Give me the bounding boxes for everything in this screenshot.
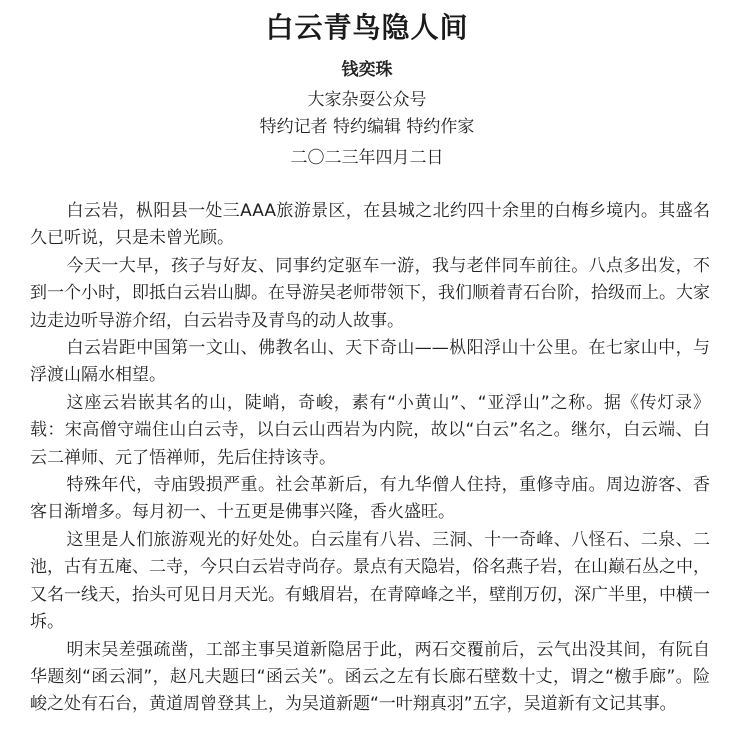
article-title: 白云青鸟隐人间 — [265, 11, 469, 44]
author-name: 钱奕珠 — [341, 60, 393, 80]
publish-date: 二〇二三年四月二日 — [290, 148, 444, 168]
paragraph: 白云岩，枞阳县一处三AAA旅游景区，在县城之北约四十余里的白梅乡境内。其盛名久已听说，只是未曾光顾。 — [30, 201, 710, 249]
paragraph: 明末吴差强疏凿，工部主事吴道新隐居于此，两石交覆前后，云气出没其间，有阮自华题刻“函云洞”，赵凡夫题曰“函云关”。函云之左有长廊石壁数十丈，谓之“檄手廊”。险峻之处有石台，黄道周曾登其上，为吴道新题“一叶翔真羽”五字，吴道新有文记其事。 — [30, 639, 710, 715]
author-roles: 特约记者 特约编辑 特约作家 — [259, 117, 475, 137]
paragraph: 这座云岩嵌其名的山，陡峭，奇峻，素有“小黄山”、“亚浮山”之称。据《传灯录》载：宋高僧守端住山白云寺，以白云山西岩为内院，故以“白云”名之。继尔，白云端、白云二禅师、元了悟禅师，先后住持该寺。 — [30, 392, 710, 468]
paragraph: 白云岩距中国第一文山、佛教名山、天下奇山——枞阳浮山十公里。在七家山中，与浮渡山隔水相望。 — [30, 338, 710, 386]
paragraph: 这里是人们旅游观光的好处处。白云崖有八岩、三洞、十一奇峰、八怪石、二泉、二池，古有五庵、二寺，今只白云岩寺尚存。景点有天隐岩，俗名燕子岩，在山巅石丛之中，又名一线天，抬头可见日月天光。有蛾眉岩，在青障峰之半，壁削万仞，深广半里，中横一坼。 — [30, 529, 710, 633]
paragraph: 今天一大早，孩子与好友、同事约定驱车一游，我与老伴同车前往。八点多出发，不到一个小时，即抵白云岩山脚。在导游吴老师带领下，我们顺着青石台阶，拾级而上。大家边走边听导游介绍，白云岩寺及青鸟的动人故事。 — [30, 255, 710, 331]
source-name: 大家杂耍公众号 — [307, 90, 427, 110]
article-body — [30, 198, 710, 719]
paragraph: 特殊年代，寺庙毁损严重。社会革新后，有九华僧人住持，重修寺庙。周边游客、香客日渐增多。每月初一、十五更是佛事兴隆，香火盛旺。 — [30, 475, 710, 523]
